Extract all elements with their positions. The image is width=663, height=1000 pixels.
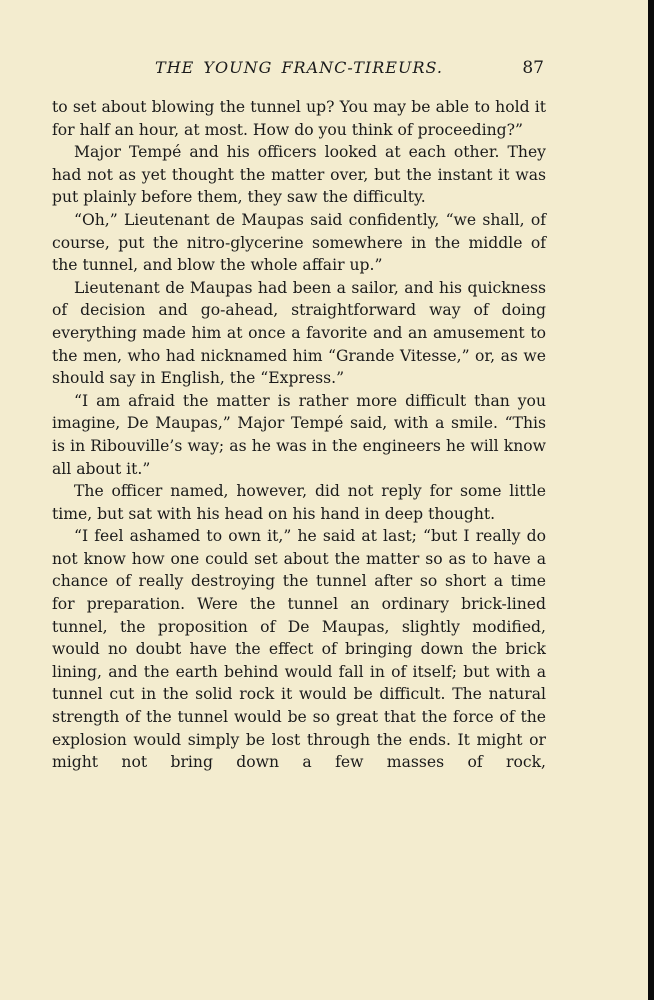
- paragraph: “Oh,” Lieutenant de Maupas said confidently, “we shall, of course, put the nitro-glycerine somewhere in the middle of the tunnel, and blow the whole affair up.”: [52, 210, 546, 275]
- body-text: [52, 96, 546, 774]
- page-edge-line: [648, 0, 654, 1000]
- paragraph: Major Tempé and his officers looked at each other. They had not as yet thought the matter over, but the instant it was put plainly before them, they saw the difficulty.: [52, 143, 546, 207]
- paragraph: to set about blowing the tunnel up? You may be able to hold it for half an hour, at most. How do you think of proceeding?”: [52, 98, 546, 139]
- page-header: [52, 58, 546, 82]
- paragraph: “I am afraid the matter is rather more difficult than you imagine, De Maupas,” Major Tempé said, with a smile. “This is in Ribouville’s way; as he was in the engineers he will know all about it.”: [52, 391, 546, 478]
- paragraph: Lieutenant de Maupas had been a sailor, and his quickness of decision and go-ahead, straightforward way of doing everything made him at once a favorite and an amusement to the men, who had nicknamed him “Grande Vitesse,” or, as we should say in English, the “Express.”: [52, 278, 546, 388]
- paragraph: The officer named, however, did not reply for some little time, but sat with his head on his hand in deep thought.: [52, 482, 546, 523]
- paragraph: “I feel ashamed to own it,” he said at last; “but I really do not know how one could set about the matter so as to have a chance of really destroying the tunnel after so short a time for preparation. Were the tunnel an ordinary brick-lined tunnel, the proposition of De Maupas, slightly modified, would no doubt have the effect of bringing down the brick lining, and the earth behind would fall in of itself; but with a tunnel cut in the solid rock it would be difficult. The natural strength of the tunnel would be so great that the force of the explosion would simply be lost through the ends. It might or might not bring down a few masses of rock,: [52, 527, 546, 772]
- page-number: 87: [522, 58, 544, 78]
- running-title: THE YOUNG FRANC-TIREURS.: [155, 58, 443, 77]
